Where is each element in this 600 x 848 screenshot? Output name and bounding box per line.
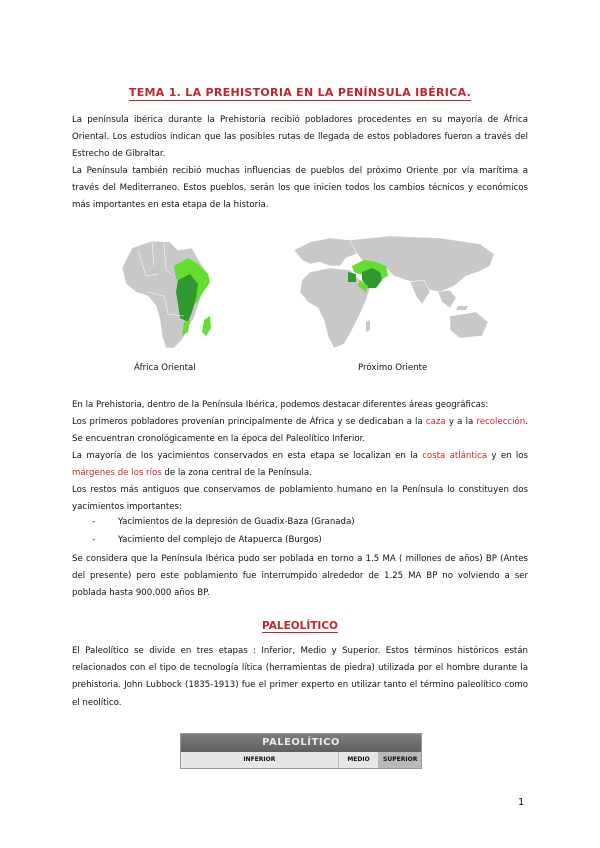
areas-paragraph-2 xyxy=(72,414,528,448)
intro-paragraph-2: La Península también recibió muchas influencias de pueblos del próximo Oriente por vía marítima a través del Mediterraneo. Estos pueblos, serán los que inicien todos los cambios técnicos y económicos más importantes en esta etapa de la historia. xyxy=(72,166,528,211)
madagascar-world xyxy=(366,320,370,332)
australia xyxy=(450,312,488,338)
highlight-margenes: márgenes de los ríos xyxy=(72,468,162,479)
areas-paragraph-3 xyxy=(72,448,528,482)
paleolitico-paragraph: El Paleolítico se divide en tres etapas : Inferior, Medio y Superior. Estos términos históricos están relacionados con el tipo de tecnología lítica (herramientas de piedra) utilizada por el hombre durante la prehistoria. John Lubbock (1835-1913) fue el primer experto en utilizar tanto el término paleolítico como el neolítico. xyxy=(72,646,528,708)
madagascar xyxy=(202,316,211,336)
areas-p3-c: de la zona central de la Península. xyxy=(161,468,312,479)
maps-figure xyxy=(118,236,498,376)
document-title xyxy=(0,86,600,99)
page-number: 1 xyxy=(518,797,525,808)
areas-p3-a: La mayoría de los yacimientos conservados en esta etapa se localizan en la xyxy=(72,451,423,461)
bullet-marker: - xyxy=(92,535,96,545)
world-map-caption: Próximo Oriente xyxy=(358,363,428,373)
bullet-item xyxy=(92,535,322,545)
stage-superior: SUPERIOR xyxy=(379,752,421,768)
egypt-light xyxy=(348,272,356,282)
section-heading-text: PALEOLÍTICO xyxy=(262,620,338,632)
stage-medio: MEDIO xyxy=(339,752,380,768)
bullet-text: Yacimientos de la depresión de Guadix-Baza (Granada) xyxy=(118,517,355,527)
highlight-costa: costa atlántica xyxy=(422,451,488,461)
se-asia xyxy=(438,290,456,308)
bullet-marker: - xyxy=(92,517,96,527)
world-map xyxy=(290,236,498,354)
areas-p2-a: Los primeros pobladores provenían principalmente de África y se dedicaban a la xyxy=(72,417,426,427)
table-row xyxy=(181,752,421,768)
bullet-text: Yacimiento del complejo de Atapuerca (Burgos) xyxy=(118,535,322,545)
paleolitico-stages-table xyxy=(180,733,422,769)
table-header: PALEOLÍTICO xyxy=(181,734,421,752)
areas-p2-c: . Se encuentran cronológicamente en la época del Paleolítico Inferior. xyxy=(72,417,528,445)
highlight-caza: caza xyxy=(425,417,446,427)
highlight-recoleccion: recolección xyxy=(476,417,526,427)
africa-map xyxy=(118,236,222,356)
areas-p2-b: y a la xyxy=(445,417,477,427)
stage-inferior: INFERIOR xyxy=(181,752,339,768)
areas-p3-b: y en los xyxy=(487,451,529,461)
section-heading xyxy=(0,620,600,632)
document-title-text: TEMA 1. LA PREHISTORIA EN LA PENÍNSULA IBÉRICA. xyxy=(128,86,472,99)
europe-landmass xyxy=(294,238,360,266)
intro-paragraph-1: La península ibérica durante la Prehistoria recibió pobladores procedentes en su mayoría de África Oriental. Los estudios indican que las posibles rutas de llegada de estos pobladores fueron a través del Estrecho de Gibraltar. xyxy=(72,115,528,160)
areas-paragraph-4: Los restos más antiguos que conservamos de poblamiento humano en la Península lo constituyen dos yacimientos importantes: xyxy=(72,485,528,513)
bullet-item xyxy=(92,517,355,527)
africa-landmass-world xyxy=(300,268,370,348)
africa-map-caption: África Oriental xyxy=(134,363,196,373)
areas-paragraph-1: En la Prehistoria, dentro de la Península Ibérica, podemos destacar diferentes áreas geográficas: xyxy=(72,400,489,410)
areas-paragraph-5: Se considera que la Península Ibérica pudo ser poblada en torno a 1.5 MA ( millones de años) BP (Antes del presente) pero este poblamiento fue interrumpido alrededor de 1.25 MA BP no volviendo a ser poblada hasta 900.000 años BP. xyxy=(72,554,528,599)
